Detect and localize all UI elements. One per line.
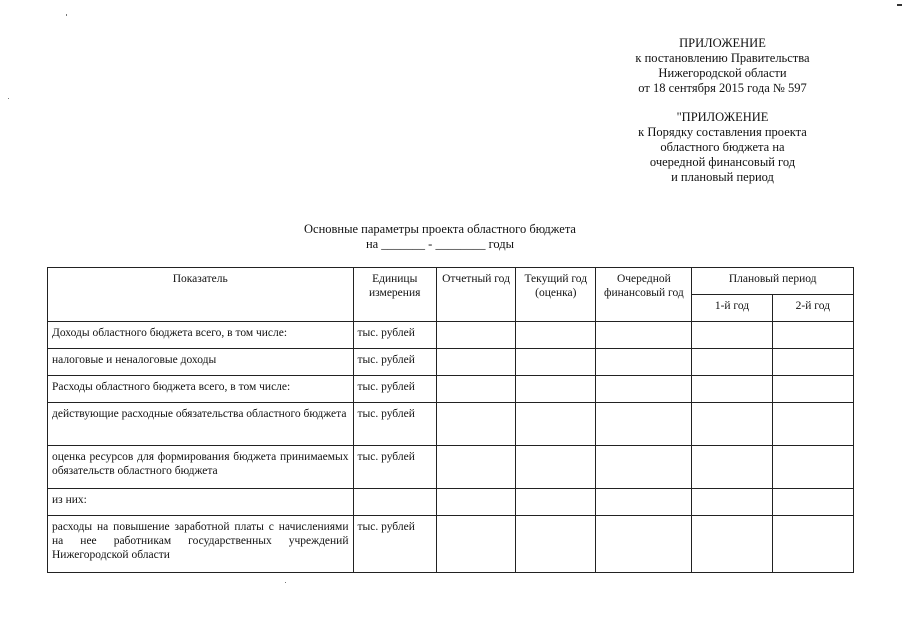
empty-cell xyxy=(516,446,596,489)
empty-cell xyxy=(516,322,596,349)
scan-speck xyxy=(8,98,9,99)
empty-cell xyxy=(772,322,853,349)
empty-cell xyxy=(516,516,596,573)
empty-cell xyxy=(436,403,515,446)
empty-cell xyxy=(772,376,853,403)
table-row xyxy=(48,349,854,376)
appendix-title: "ПРИЛОЖЕНИЕ xyxy=(676,110,769,124)
appendix-title: ПРИЛОЖЕНИЕ xyxy=(679,36,766,50)
empty-cell xyxy=(516,349,596,376)
empty-cell xyxy=(692,489,772,516)
scan-speck xyxy=(66,14,67,16)
budget-parameters-table xyxy=(47,267,854,573)
row-indicator: расходы на повышение заработной платы с начислениями на нее работникам государственных учреждений Нижегородской области xyxy=(48,516,354,573)
empty-cell xyxy=(596,403,692,446)
empty-cell xyxy=(436,489,515,516)
empty-cell xyxy=(436,322,515,349)
header-current-year: Текущий год (оценка) xyxy=(516,268,596,322)
empty-cell xyxy=(692,349,772,376)
appendix-line: и плановый период xyxy=(671,170,774,184)
appendix-line: к постановлению Правительства xyxy=(635,51,810,65)
empty-cell xyxy=(692,516,772,573)
empty-cell xyxy=(596,489,692,516)
empty-cell xyxy=(596,446,692,489)
row-indicator: оценка ресурсов для формирования бюджета принимаемых обязательств областного бюджета xyxy=(48,446,354,489)
row-unit: тыс. рублей xyxy=(353,349,436,376)
empty-cell xyxy=(772,516,853,573)
appendix-line: областного бюджета на xyxy=(660,140,785,154)
title-line: Основные параметры проекта областного бюджета xyxy=(304,222,576,236)
document-title xyxy=(220,222,660,252)
empty-cell xyxy=(596,322,692,349)
table-row xyxy=(48,376,854,403)
table-row xyxy=(48,489,854,516)
empty-cell xyxy=(516,489,596,516)
table-row xyxy=(48,446,854,489)
appendix-line: к Порядку составления проекта xyxy=(638,125,807,139)
row-unit: тыс. рублей xyxy=(353,516,436,573)
row-indicator: налоговые и неналоговые доходы xyxy=(48,349,354,376)
empty-cell xyxy=(596,349,692,376)
title-years-line: на _______ - ________ годы xyxy=(365,237,515,251)
row-unit: тыс. рублей xyxy=(353,403,436,446)
header-year-2: 2-й год xyxy=(772,295,853,322)
header-next-year: Очередной финансовый год xyxy=(596,268,692,322)
empty-cell xyxy=(516,376,596,403)
table-row xyxy=(48,322,854,349)
empty-cell xyxy=(772,489,853,516)
procedure-appendix-header xyxy=(590,110,855,185)
row-indicator: Расходы областного бюджета всего, в том числе: xyxy=(48,376,354,403)
empty-cell xyxy=(692,322,772,349)
appendix-header xyxy=(590,36,855,96)
appendix-date: от 18 сентября 2015 года № 597 xyxy=(638,81,807,95)
empty-cell xyxy=(436,376,515,403)
header-year-1: 1-й год xyxy=(692,295,772,322)
row-unit: тыс. рублей xyxy=(353,322,436,349)
empty-cell xyxy=(436,516,515,573)
empty-cell xyxy=(436,349,515,376)
empty-cell xyxy=(436,446,515,489)
empty-cell xyxy=(772,403,853,446)
scan-mark xyxy=(897,4,902,6)
header-indicator: Показатель xyxy=(48,268,354,322)
empty-cell xyxy=(772,349,853,376)
header-planning-period: Плановый период xyxy=(692,268,854,295)
empty-cell xyxy=(692,403,772,446)
row-unit xyxy=(353,489,436,516)
row-indicator: действующие расходные обязательства областного бюджета xyxy=(48,403,354,446)
empty-cell xyxy=(596,516,692,573)
row-indicator: из них: xyxy=(48,489,354,516)
header-reporting-year: Отчетный год xyxy=(436,268,515,322)
appendix-line: очередной финансовый год xyxy=(649,155,796,169)
empty-cell xyxy=(516,403,596,446)
appendix-line: Нижегородской области xyxy=(658,66,787,80)
empty-cell xyxy=(692,446,772,489)
header-unit: Единицы измерения xyxy=(353,268,436,322)
row-unit: тыс. рублей xyxy=(353,446,436,489)
empty-cell xyxy=(596,376,692,403)
row-indicator: Доходы областного бюджета всего, в том числе: xyxy=(48,322,354,349)
row-unit: тыс. рублей xyxy=(353,376,436,403)
table-row xyxy=(48,516,854,573)
empty-cell xyxy=(772,446,853,489)
scan-speck xyxy=(285,582,286,583)
empty-cell xyxy=(692,376,772,403)
table-row xyxy=(48,403,854,446)
